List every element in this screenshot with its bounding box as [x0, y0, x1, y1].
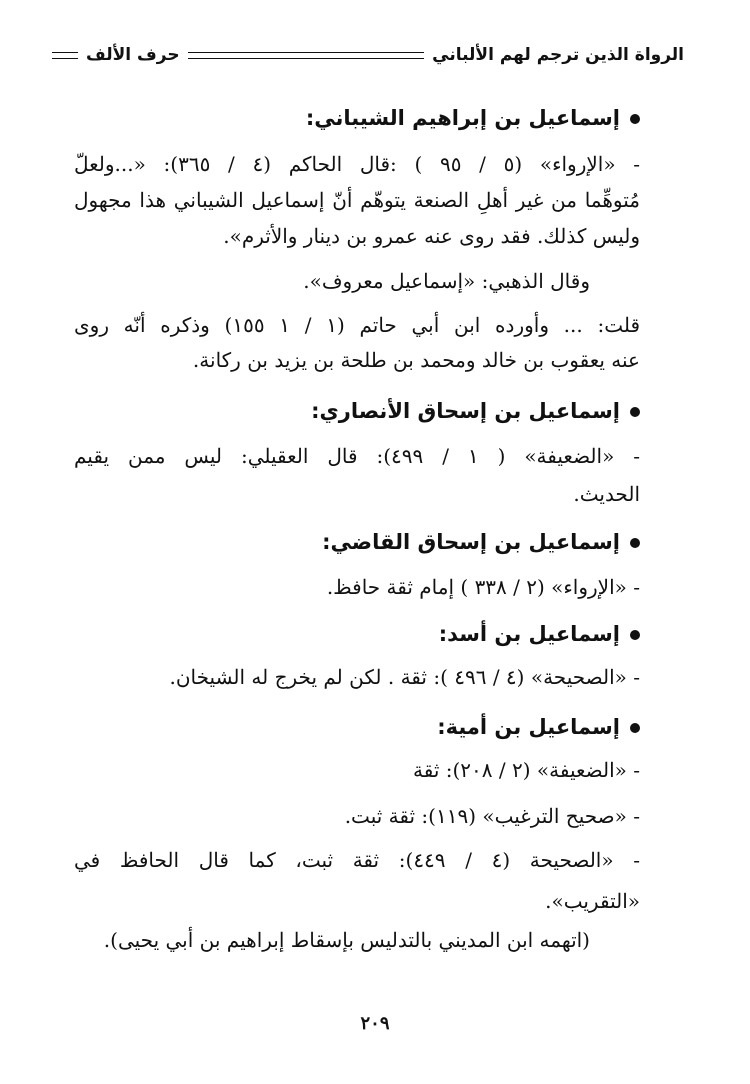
header-rule — [188, 52, 425, 59]
entry-heading — [74, 614, 640, 654]
text-line: مُتوهِّما من غير أهلِ الصنعة يتوهّم أنّ إسماعيل الشيباني هذا مجهول — [74, 188, 640, 212]
text-line: وليس كذلك. فقد روى عنه عمرو بن دينار والأثرم». — [223, 224, 640, 248]
entry-heading — [74, 707, 640, 747]
section-title: حرف الألف — [86, 45, 180, 65]
heading-text: إسماعيل بن إبراهيم الشيباني: — [305, 106, 620, 130]
bullet-icon — [630, 407, 640, 417]
text-line: - «صحيح الترغيب» (١١٩): ثقة ثبت. — [344, 804, 640, 828]
bullet-icon — [630, 723, 640, 733]
heading-text: إسماعيل بن أمية: — [437, 715, 620, 739]
entry-heading — [74, 522, 640, 562]
text-line: «التقريب». — [545, 889, 640, 913]
text-line: وقال الذهبي: «إسماعيل معروف». — [303, 269, 590, 293]
bullet-icon — [630, 538, 640, 548]
text-line: عنه يعقوب بن خالد ومحمد بن طلحة بن يزيد بن ركانة. — [192, 348, 640, 372]
bullet-icon — [630, 114, 640, 124]
heading-text: إسماعيل بن إسحاق القاضي: — [322, 530, 620, 554]
text-line: - «الضعيفة» ( ١ / ٤٩٩): قال العقيلي: ليس ممن يقيم — [74, 444, 640, 468]
text-line: قلت: ... وأورده ابن أبي حاتم (١ / ١ ١٥٥) وذكره أنّه روى — [74, 313, 640, 337]
running-header — [44, 40, 684, 70]
entry-heading — [74, 98, 640, 138]
text-line: - «الصحيحة (٤ / ٤٤٩): ثقة ثبت، كما قال الحافظ في — [74, 848, 640, 872]
text-line: - «الصحيحة» (٤ / ٤٩٦ ): ثقة . لكن لم يخرج له الشيخان. — [169, 665, 640, 689]
header-rule-end — [52, 52, 78, 59]
text-line: - «الإرواء» (٢ / ٣٣٨ ) إمام ثقة حافظ. — [326, 575, 640, 599]
bullet-icon — [630, 630, 640, 640]
running-title: الرواة الذين ترجم لهم الألباني — [432, 45, 684, 65]
text-line: - «الضعيفة» (٢ / ٢٠٨): ثقة — [412, 758, 640, 782]
entry-heading — [74, 391, 640, 431]
heading-text: إسماعيل بن أسد: — [438, 622, 620, 646]
text-line: الحديث. — [573, 482, 640, 506]
text-line: - «الإرواء» (٥ / ٩٥ ) :قال الحاكم (٤ / ٣٦٥): «...ولعلّ — [74, 152, 640, 176]
text-line: (اتهمه ابن المديني بالتدليس بإسقاط إبراهيم بن أبي يحيى). — [103, 928, 590, 952]
page-number: ٢٠٩ — [360, 1013, 390, 1034]
heading-text: إسماعيل بن إسحاق الأنصاري: — [311, 399, 620, 423]
